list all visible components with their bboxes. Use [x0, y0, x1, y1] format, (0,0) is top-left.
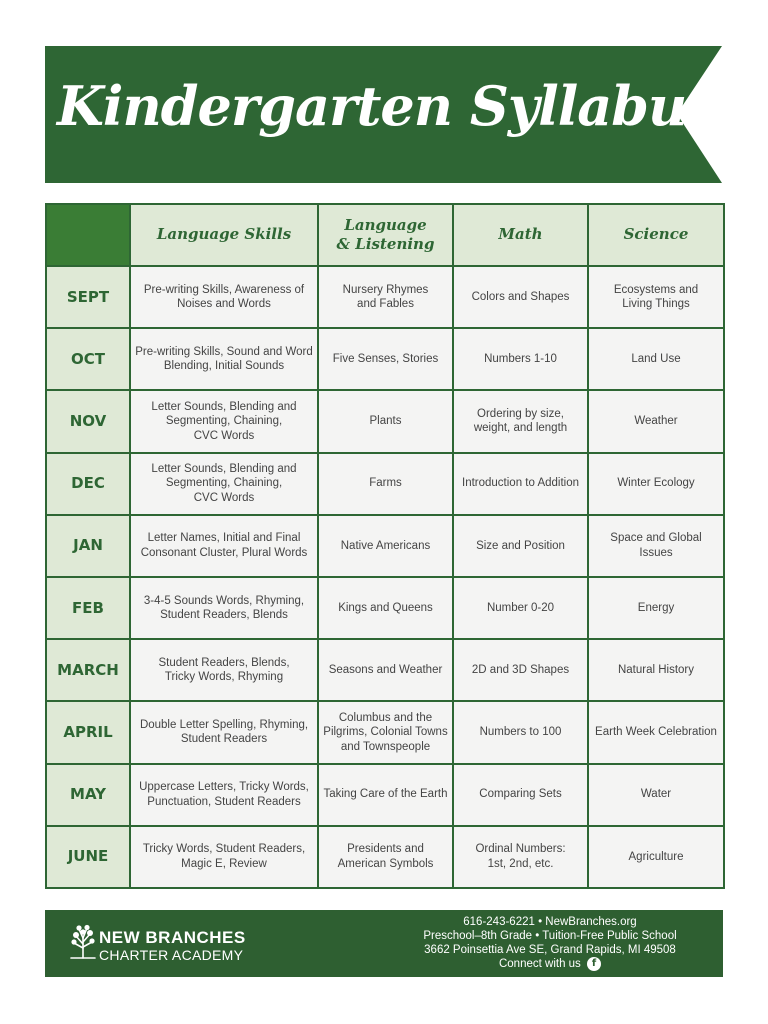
- cell-text: 2D and 3D Shapes: [471, 664, 570, 677]
- cell-text: Columbus and the Pilgrims, Colonial Towns and Townspeople: [323, 711, 448, 753]
- cell-text: Uppercase Letters, Tricky Words, Punctuation, Student Readers: [139, 781, 309, 808]
- contact-info: [375, 915, 725, 971]
- month-cell: MAY: [46, 764, 130, 826]
- cell-language-listening: [318, 328, 453, 390]
- cell-language-skills: [130, 453, 318, 515]
- table-row: [46, 453, 724, 515]
- contact-phone-website[interactable]: 616-243-6221 • NewBranches.org: [463, 916, 637, 928]
- header-math: Math: [453, 204, 588, 266]
- month-cell: JAN: [46, 515, 130, 577]
- cell-text: Ordinal Numbers: 1st, 2nd, etc.: [475, 843, 566, 870]
- cell-text: Earth Week Celebration: [595, 726, 717, 739]
- cell-text: Letter Sounds, Blending and Segmenting, Chaining, CVC Words: [151, 400, 297, 442]
- cell-text: 3-4-5 Sounds Words, Rhyming, Student Readers, Blends: [143, 594, 305, 622]
- header-language-listening: Language & Listening: [318, 204, 453, 266]
- table-row: [46, 390, 724, 452]
- cell-language-skills: [130, 328, 318, 390]
- cell-math: [453, 577, 588, 639]
- cell-science: [588, 390, 724, 452]
- cell-language-listening: [318, 577, 453, 639]
- month-cell: JUNE: [46, 826, 130, 888]
- cell-text: Student Readers, Blends, Tricky Words, Rhyming: [158, 656, 290, 684]
- cell-text: Introduction to Addition: [462, 477, 579, 490]
- cell-text: Native Americans: [340, 539, 431, 552]
- cell-math: [453, 453, 588, 515]
- cell-text: Land Use: [631, 353, 681, 366]
- cell-text: Plants: [369, 415, 402, 428]
- connect-label: Connect with us: [498, 958, 581, 971]
- table-row: [46, 515, 724, 577]
- cell-text: Size and Position: [476, 539, 565, 552]
- cell-math: [453, 390, 588, 452]
- facebook-icon[interactable]: f: [587, 957, 601, 971]
- cell-text: Tricky Words, Student Readers, Magic E, Review: [142, 843, 306, 870]
- cell-language-listening: [318, 826, 453, 888]
- cell-language-skills: [130, 577, 318, 639]
- header-language-skills: Language Skills: [130, 204, 318, 266]
- cell-language-listening: [318, 390, 453, 452]
- cell-text: Space and Global Issues: [610, 532, 702, 559]
- cell-text: Weather: [634, 415, 678, 428]
- month-cell: DEC: [46, 453, 130, 515]
- cell-language-listening: [318, 764, 453, 826]
- table-row: [46, 764, 724, 826]
- cell-text: Agriculture: [628, 850, 684, 863]
- table-row: [46, 328, 724, 390]
- cell-math: [453, 328, 588, 390]
- cell-text: Ordering by size, weight, and length: [473, 408, 568, 435]
- table-body: [46, 266, 724, 888]
- cell-text: Energy: [637, 601, 675, 614]
- header-corner-cell: [46, 204, 130, 266]
- cell-science: [588, 764, 724, 826]
- cell-science: [588, 701, 724, 763]
- month-cell: APRIL: [46, 701, 130, 763]
- logo-name-line2: CHARTER ACADEMY: [99, 947, 244, 963]
- table-row: [46, 266, 724, 328]
- cell-language-skills: [130, 764, 318, 826]
- cell-math: [453, 701, 588, 763]
- cell-science: [588, 639, 724, 701]
- cell-language-skills: [130, 515, 318, 577]
- table-row: [46, 639, 724, 701]
- cell-language-skills: [130, 390, 318, 452]
- cell-text: Ecosystems and Living Things: [613, 283, 699, 311]
- cell-language-skills: [130, 639, 318, 701]
- cell-text: Comparing Sets: [479, 788, 562, 801]
- cell-text: Taking Care of the Earth: [323, 788, 448, 801]
- month-cell: FEB: [46, 577, 130, 639]
- cell-math: [453, 515, 588, 577]
- cell-text: Water: [640, 788, 672, 801]
- contact-social: [375, 957, 725, 971]
- cell-language-listening: [318, 453, 453, 515]
- cell-text: Numbers to 100: [479, 726, 562, 739]
- contact-grades: Preschool–8th Grade • Tuition-Free Public School: [423, 930, 677, 942]
- cell-language-listening: [318, 266, 453, 328]
- cell-text: Letter Names, Initial and Final Consonant Cluster, Plural Words: [140, 532, 308, 559]
- cell-text: Winter Ecology: [617, 477, 695, 490]
- logo-name-line1: NEW BRANCHES: [99, 928, 246, 947]
- table-row: [46, 826, 724, 888]
- cell-text: Letter Sounds, Blending and Segmenting, Chaining, CVC Words: [151, 463, 297, 504]
- page-title: Kindergarten Syllabus: [57, 74, 716, 138]
- cell-language-listening: [318, 701, 453, 763]
- title-banner: [45, 46, 722, 183]
- cell-language-listening: [318, 515, 453, 577]
- cell-text: Pre-writing Skills, Awareness of Noises and Words: [143, 283, 305, 311]
- month-cell: NOV: [46, 390, 130, 452]
- cell-text: Five Senses, Stories: [332, 353, 439, 366]
- contact-address: 3662 Poinsettia Ave SE, Grand Rapids, MI 49508: [424, 944, 676, 956]
- cell-text: Natural History: [617, 664, 695, 677]
- cell-science: [588, 515, 724, 577]
- cell-text: Nursery Rhymes and Fables: [342, 283, 429, 311]
- table-header-row: [46, 204, 724, 266]
- cell-text: Numbers 1-10: [484, 353, 557, 366]
- cell-science: [588, 577, 724, 639]
- cell-language-skills: [130, 266, 318, 328]
- cell-science: [588, 453, 724, 515]
- school-logo: [69, 924, 259, 964]
- cell-science: [588, 266, 724, 328]
- cell-text: Seasons and Weather: [328, 664, 443, 677]
- cell-language-listening: [318, 639, 453, 701]
- cell-text: Farms: [369, 477, 402, 490]
- cell-language-skills: [130, 701, 318, 763]
- cell-math: [453, 764, 588, 826]
- table-row: [46, 577, 724, 639]
- cell-text: Colors and Shapes: [471, 290, 570, 303]
- cell-text: Number 0-20: [486, 601, 555, 614]
- cell-language-skills: [130, 826, 318, 888]
- table-row: [46, 701, 724, 763]
- month-cell: OCT: [46, 328, 130, 390]
- month-cell: MARCH: [46, 639, 130, 701]
- month-cell: SEPT: [46, 266, 130, 328]
- cell-math: [453, 266, 588, 328]
- header-science: Science: [588, 204, 724, 266]
- cell-text: Presidents and American Symbols: [337, 843, 434, 870]
- cell-text: Double Letter Spelling, Rhyming, Student Readers: [139, 719, 309, 746]
- footer: [45, 910, 723, 977]
- cell-science: [588, 328, 724, 390]
- cell-text: Pre-writing Skills, Sound and Word Blending, Initial Sounds: [135, 345, 313, 373]
- tree-icon: [69, 924, 97, 960]
- cell-math: [453, 826, 588, 888]
- cell-text: Kings and Queens: [338, 601, 433, 614]
- syllabus-table: [45, 203, 725, 889]
- cell-science: [588, 826, 724, 888]
- cell-math: [453, 639, 588, 701]
